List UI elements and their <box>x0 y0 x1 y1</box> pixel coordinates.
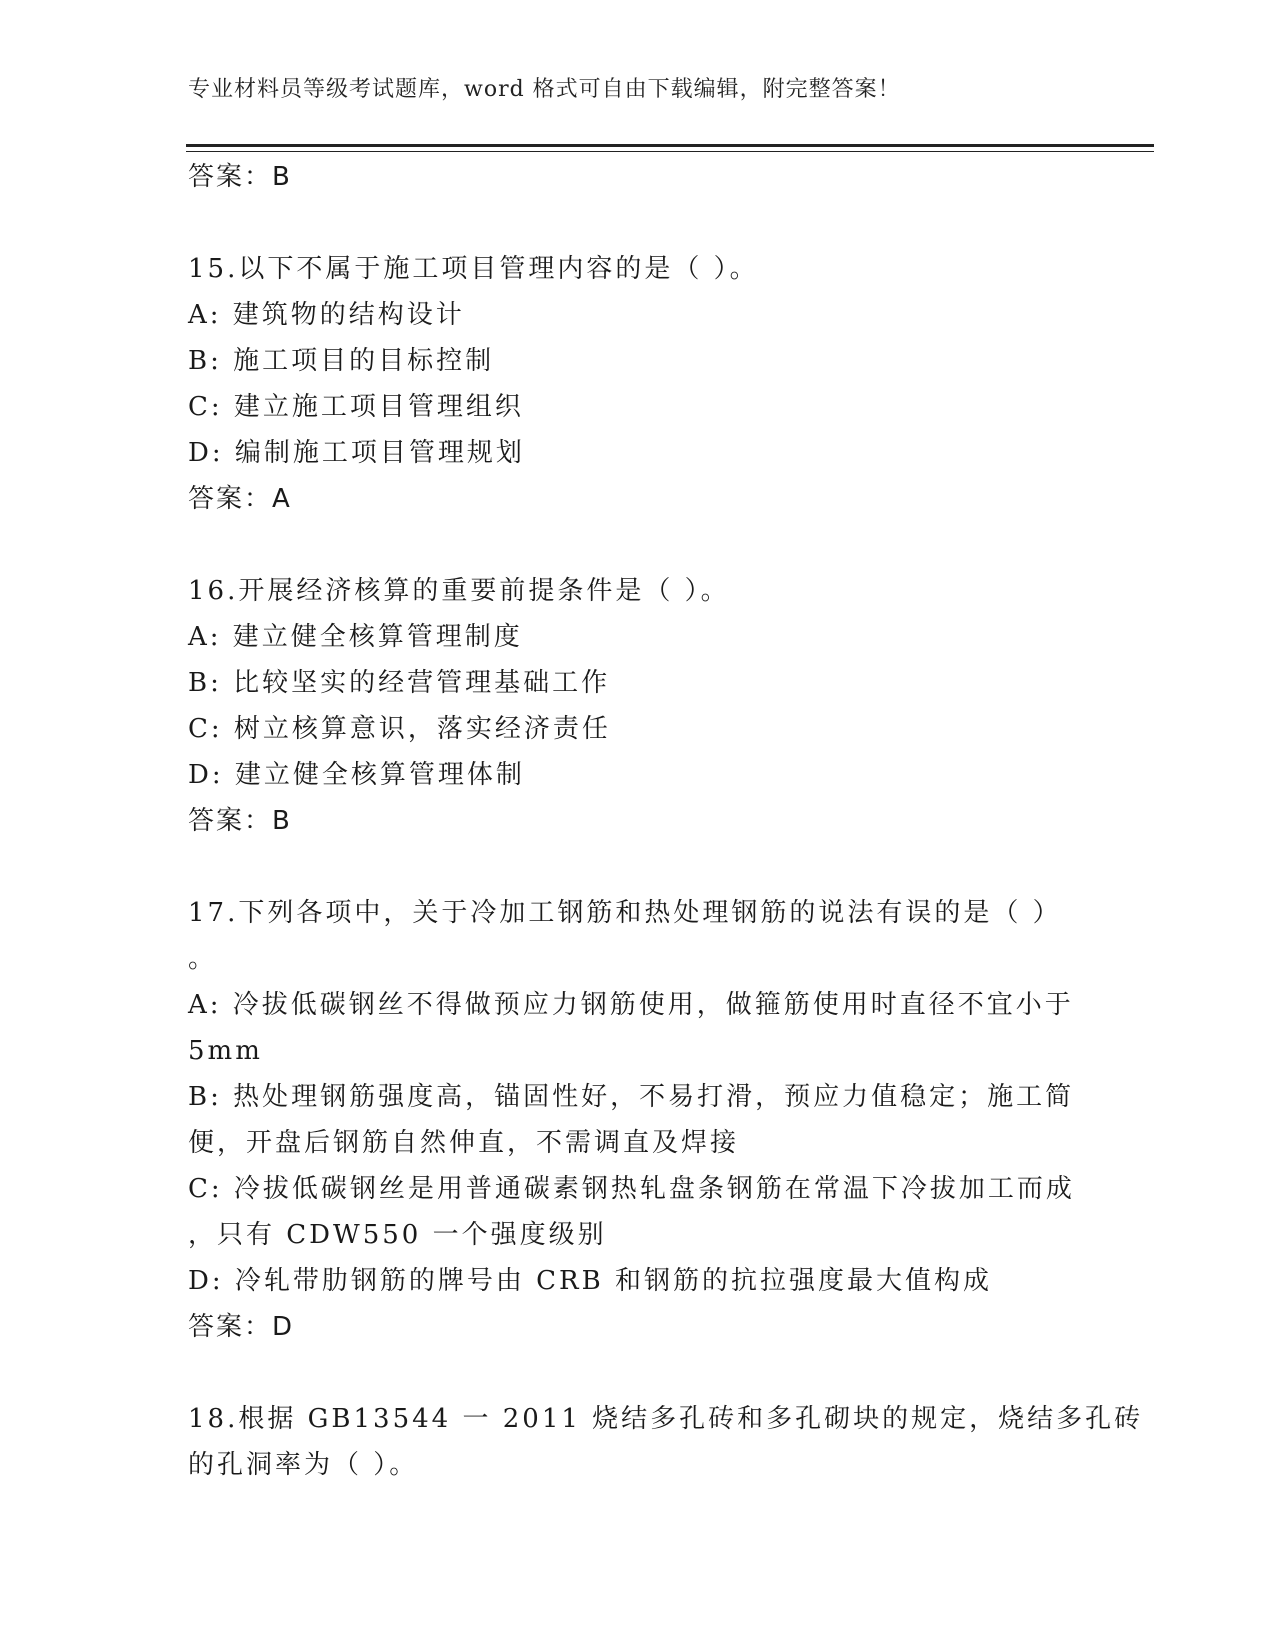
option-c: C: 树立核算意识，落实经济责任 <box>188 714 611 744</box>
option-a-line-1: A: 冷拔低碳钢丝不得做预应力钢筋使用，做箍筋使用时直径不宜小于 <box>188 990 1074 1020</box>
header-rule-thin <box>186 151 1154 152</box>
option-d-line-1: D: 冷轧带肋钢筋的牌号由 CRB 和钢筋的抗拉强度最大值构成 <box>188 1266 992 1296</box>
document-body <box>188 154 1144 1488</box>
option-a-line-2: 5mm <box>188 1036 263 1066</box>
option-b: B: 施工项目的目标控制 <box>188 346 495 376</box>
option-b-line-2: 便，开盘后钢筋自然伸直，不需调直及焊接 <box>188 1128 740 1158</box>
option-c: C: 建立施工项目管理组织 <box>188 392 524 422</box>
header-rule-thick <box>186 144 1154 147</box>
option-a: A: 建立健全核算管理制度 <box>188 622 523 652</box>
question-stem-line-1: 18.根据 GB13544 一 2011 烧结多孔砖和多孔砌块的规定，烧结多孔砖 <box>188 1404 1144 1434</box>
option-d: D: 建立健全核算管理体制 <box>188 760 525 790</box>
answer-line: 答案：B <box>188 162 292 192</box>
question-16 <box>188 568 1088 844</box>
answer-line: 答案：B <box>188 806 292 836</box>
question-stem: 16.开展经济核算的重要前提条件是（ ）。 <box>188 576 730 606</box>
answer-line: 答案：D <box>188 1312 295 1342</box>
question-stem-line-1: 17.下列各项中，关于冷加工钢筋和热处理钢筋的说法有误的是（ ） <box>188 898 1062 928</box>
question-15 <box>188 246 1088 522</box>
answer-line: 答案：A <box>188 484 292 514</box>
option-c-line-2: ，只有 CDW550 一个强度级别 <box>188 1220 607 1250</box>
question-stem-line-2: 的孔洞率为（ ）。 <box>188 1450 419 1480</box>
question-18 <box>188 1396 1144 1488</box>
question-stem-line-2: 。 <box>188 944 218 974</box>
option-b: B: 比较坚实的经营管理基础工作 <box>188 668 611 698</box>
document-header-note: 专业材料员等级考试题库，word 格式可自由下载编辑，附完整答案！ <box>188 77 901 102</box>
option-d: D: 编制施工项目管理规划 <box>188 438 525 468</box>
option-b-line-1: B: 热处理钢筋强度高，锚固性好，不易打滑，预应力值稳定；施工简 <box>188 1082 1075 1112</box>
question-17 <box>188 890 1088 1350</box>
question-stem: 15.以下不属于施工项目管理内容的是（ ）。 <box>188 254 759 284</box>
option-c-line-1: C: 冷拔低碳钢丝是用普通碳素钢热轧盘条钢筋在常温下冷拔加工而成 <box>188 1174 1075 1204</box>
option-a: A: 建筑物的结构设计 <box>188 300 465 330</box>
